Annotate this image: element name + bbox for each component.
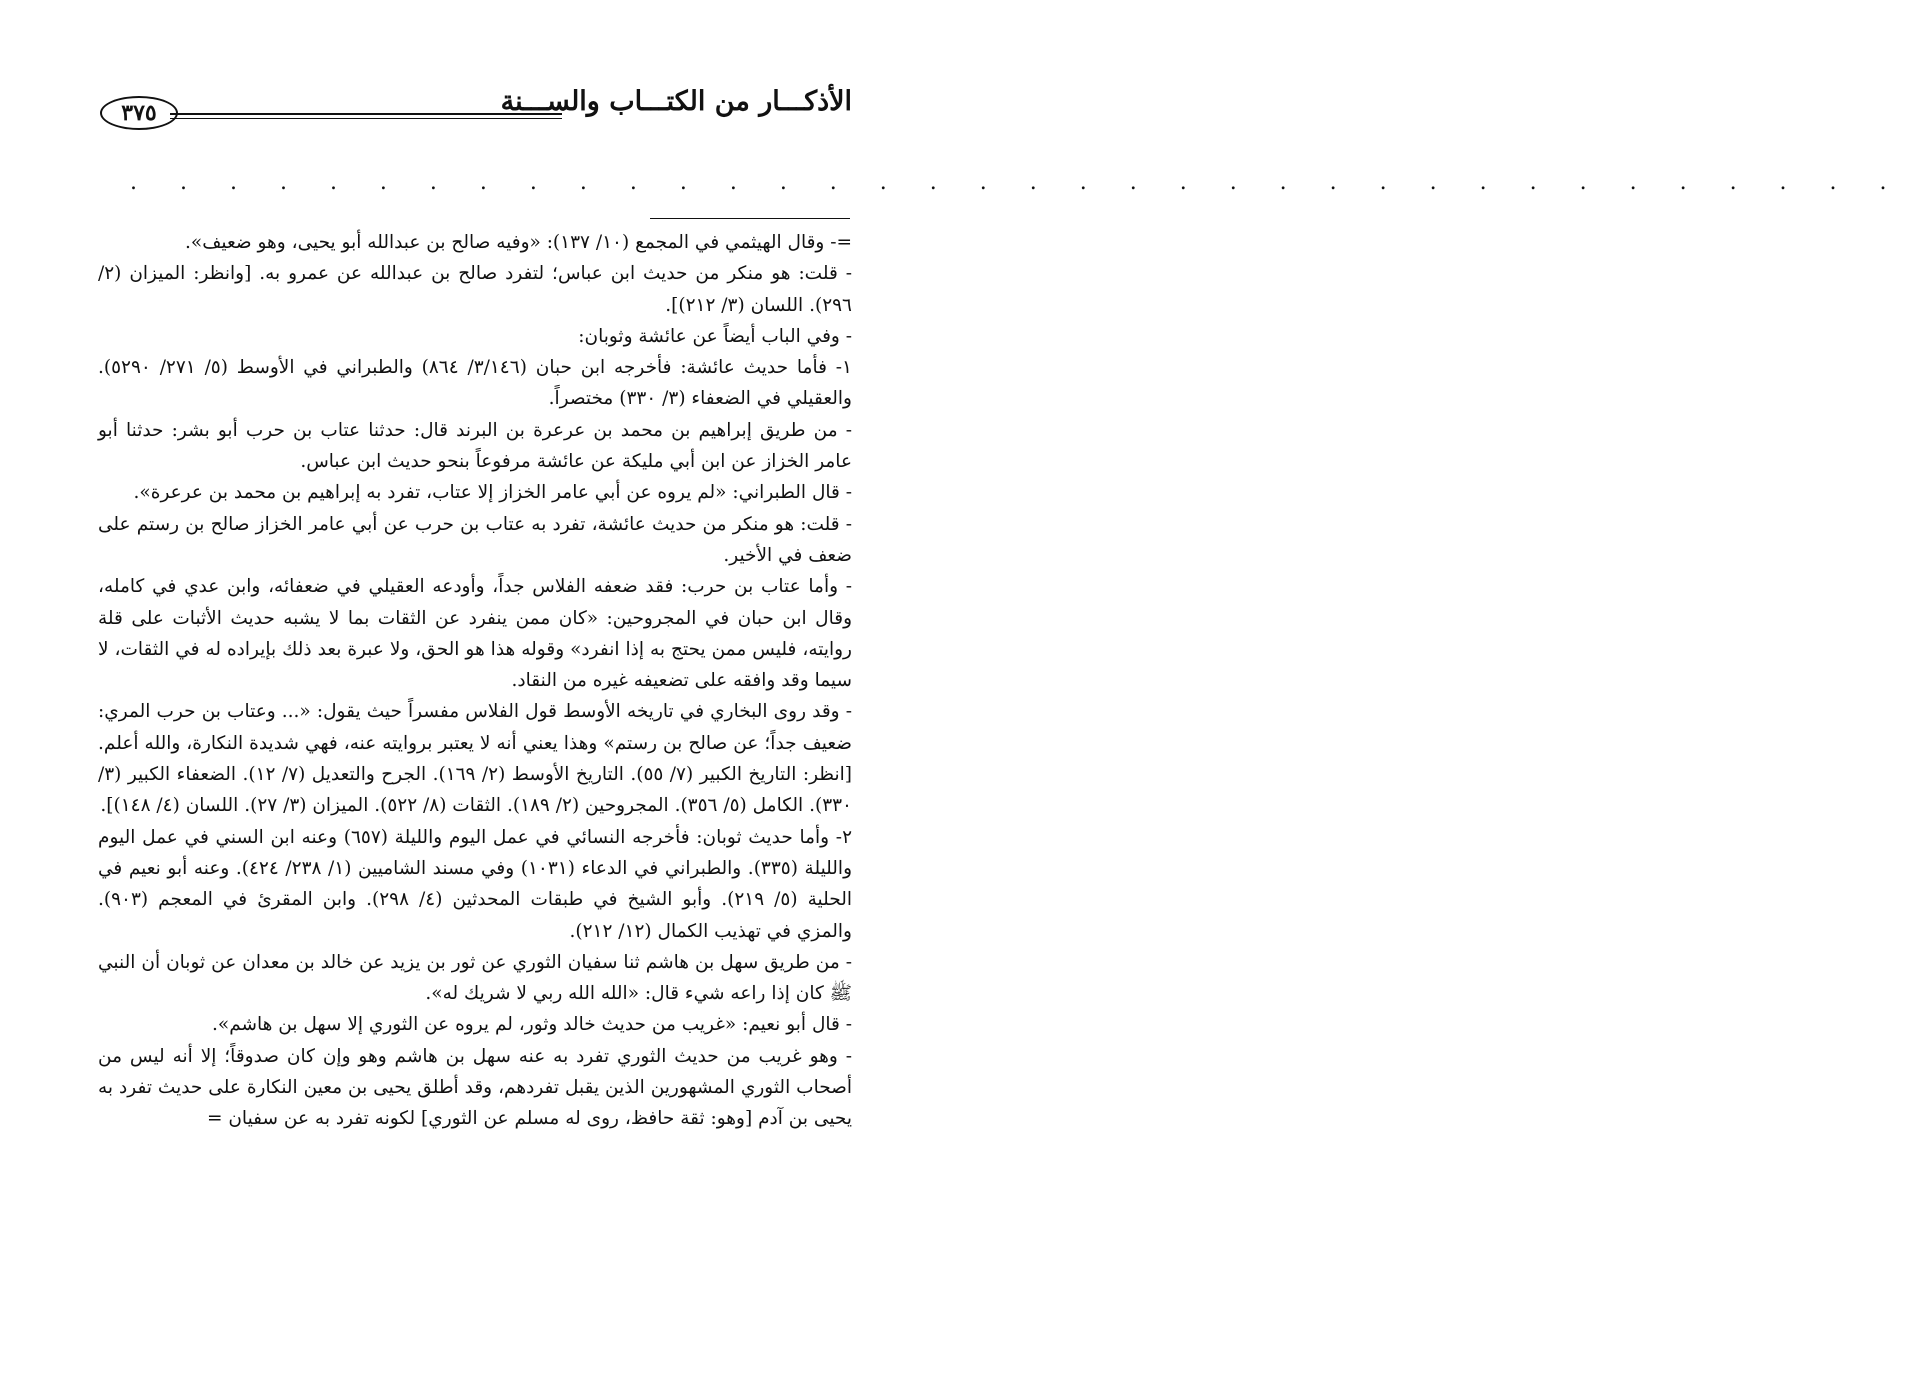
footnote-rule (650, 218, 850, 219)
paragraph: - من طريق سهل بن هاشم ثنا سفيان الثوري عن ثور بن يزيد عن خالد بن معدان عن ثوبان أن النبي ﷺ كان إذا راعه شيء قال: «الله الله ربي لا شريك له». (98, 951, 852, 1005)
paragraph: ١- فأما حديث عائشة: فأخرجه ابن حبان (٣/١٤٦/ ٨٦٤) والطبراني في الأوسط (٥/ ٢٧١/ ٥٢٩٠). والعقيلي في الضعفاء (٣/ ٣٣٠) مختصراً. (98, 357, 852, 410)
paragraph: ٢- وأما حديث ثوبان: فأخرجه النسائي في عمل اليوم والليلة (٦٥٧) وعنه ابن السني في عمل اليوم والليلة (٣٣٥). والطبراني في الدعاء (١٠٣١) وفي مسند الشاميين (١/ ٢٣٨/ ٤٢٤). وعنه أبو نعيم في الحلية (٥/ ٢١٩). وأبو الشيخ في طبقات المحدثين (٤/ ٢٩٨). وابن المقرئ في المعجم (٩٠٣). والمزي في تهذيب الكمال (١٢/ ٢١٢). (98, 826, 852, 942)
book-title: الأذكـــار من الكتـــاب والســـنة (500, 86, 852, 117)
paragraph: - قلت: هو منكر من حديث ابن عباس؛ لتفرد صالح بن عبدالله عن عمرو به. [وانظر: الميزان (٢/ ٢٩٦). اللسان (٣/ ٢١٢)]. (98, 263, 852, 316)
footnote-text (98, 227, 852, 1135)
paragraph: - وفي الباب أيضاً عن عائشة وثوبان: (578, 325, 852, 347)
page-header (100, 80, 852, 132)
paragraph: =- وقال الهيثمي في المجمع (١٠/ ١٣٧): «وفيه صالح بن عبدالله أبو يحيى، وهو ضعيف». (185, 232, 852, 253)
paragraph: - وهو غريب من حديث الثوري تفرد به عنه سهل بن هاشم وهو وإن كان صدوقاً؛ إلا أنه ليس من أصحاب الثوري المشهورين الذين يقبل تفردهم، وقد أطلق يحيى بن معين النكارة على حديث تفرد به يحيى بن آدم [وهو: ثقة حافظ، روى له مسلم عن الثوري] لكونه تفرد به عن سفيان = (98, 1045, 852, 1130)
paragraph: - قال أبو نعيم: «غريب من حديث خالد وثور، لم يروه عن الثوري إلا سهل بن هاشم». (212, 1014, 852, 1036)
page-number: ٣٧٥ (100, 96, 178, 130)
paragraph: - وأما عتاب بن حرب: فقد ضعفه الفلاس جداً، وأودعه العقيلي في ضعفائه، وابن عدي في كامله، وقال ابن حبان في المجروحين: «كان ممن ينفرد عن الثقات بما لا يشبه حديث الأثبات على قلة روايته، فليس ممن يحتج به إذا انفرد» وقوله هذا هو الحق، ولا عبرة بعد ذلك بإيراده له في الثقات، لا سيما وقد وافقه على تضعيفه غيره من النقاد. (98, 576, 852, 692)
paragraph: - قلت: هو منكر من حديث عائشة، تفرد به عتاب بن حرب عن أبي عامر الخزاز صالح بن رستم على ضعف في الأخير. (98, 513, 852, 566)
dotted-separator: . . . . . . . . . . . . . . . . . . . . . . . . . . . . . . . . . . . . (130, 170, 1905, 195)
paragraph: - من طريق إبراهيم بن محمد بن عرعرة بن البرند قال: حدثنا عتاب بن حرب أبو بشر: حدثنا أبو عامر الخزاز عن ابن أبي مليكة عن عائشة مرفوعاً بنحو حديث ابن عباس. (98, 419, 852, 473)
header-rule (170, 113, 562, 119)
paragraph: - وقد روى البخاري في تاريخه الأوسط قول الفلاس مفسراً حيث يقول: «... وعتاب بن حرب المري: ضعيف جداً؛ عن صالح بن رستم» وهذا يعني أنه لا يعتبر بروايته عنه، فهي شديدة النكارة، والله أعلم. [انظر: التاريخ الكبير (٧/ ٥٥). التاريخ الأوسط (٢/ ١٦٩). الجرح والتعديل (٧/ ١٢). الضعفاء الكبير (٣/ ٣٣٠). الكامل (٥/ ٣٥٦). المجروحين (٢/ ١٨٩). الثقات (٨/ ٥٢٢). الميزان (٣/ ٢٧). اللسان (٤/ ١٤٨)]. (98, 701, 852, 817)
paragraph: - قال الطبراني: «لم يروه عن أبي عامر الخزاز إلا عتاب، تفرد به إبراهيم بن محمد بن عرعرة». (133, 482, 852, 504)
